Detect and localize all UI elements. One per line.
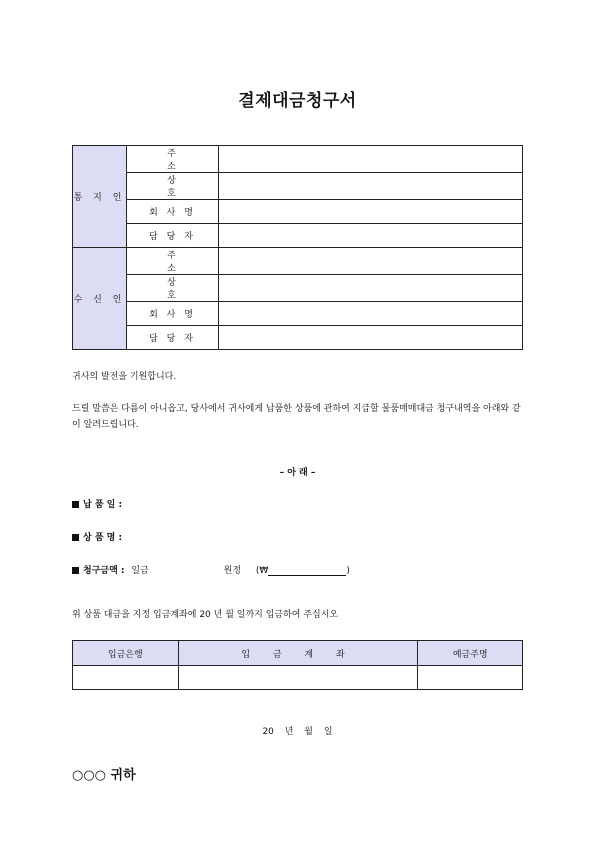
receiver-person-label: 담 당 자 xyxy=(127,326,219,350)
receiver-address-value[interactable] xyxy=(219,248,523,275)
table-row xyxy=(73,224,523,248)
table-header-row xyxy=(73,641,523,666)
sender-address-label: 주 소 xyxy=(127,146,219,173)
bullet-square-icon xyxy=(72,501,79,508)
sender-person-value[interactable] xyxy=(219,224,523,248)
product-name-label: 상 품 명 : xyxy=(83,533,123,543)
sender-address-value[interactable] xyxy=(219,146,523,173)
table-row xyxy=(73,248,523,275)
message-text: 드릴 말씀은 다름이 아니옵고, 당사에서 귀사에게 납품한 상품에 관하여 지급할 물품매매대금 청구내역을 아래와 같이 알려드립니다. xyxy=(72,404,521,430)
amount-item xyxy=(72,563,350,576)
bank-value[interactable] xyxy=(73,666,179,690)
delivery-date-item xyxy=(72,497,122,510)
col-bank-header: 입금은행 xyxy=(73,641,179,666)
greeting-text: 귀사의 발전을 기원합니다. xyxy=(72,372,177,382)
sender-company-name-value[interactable] xyxy=(219,200,523,224)
account-value[interactable] xyxy=(178,666,418,690)
holder-value[interactable] xyxy=(418,666,523,690)
delivery-date-label: 납 품 일 : xyxy=(83,500,123,510)
receiver-address-label: 주 소 xyxy=(127,248,219,275)
receiver-label: 수 신 인 xyxy=(73,248,127,350)
document-title: 결제대금청구서 xyxy=(238,91,357,111)
receiver-company-name-label: 회 사 명 xyxy=(127,302,219,326)
receiver-trade-name-value[interactable] xyxy=(219,275,523,302)
table-row xyxy=(73,146,523,173)
amount-prefix: 일금 xyxy=(131,566,149,576)
table-row xyxy=(73,275,523,302)
col-account-header: 입 금 계 좌 xyxy=(178,641,418,666)
sender-company-name-label: 회 사 명 xyxy=(127,200,219,224)
product-name-item xyxy=(72,530,122,543)
sender-label: 통 지 인 xyxy=(73,146,127,248)
receiver-company-name-value[interactable] xyxy=(219,302,523,326)
date-line: 20 년 월 일 xyxy=(262,727,333,737)
parties-table xyxy=(72,145,523,350)
receiver-person-value[interactable] xyxy=(219,326,523,350)
receiver-trade-name-label: 상 호 xyxy=(127,275,219,302)
amount-label: 청구금액 : xyxy=(83,566,125,576)
amount-currency-open: (₩ xyxy=(255,566,269,576)
table-row xyxy=(73,200,523,224)
table-row xyxy=(73,302,523,326)
addressee: ○○○ 귀하 xyxy=(72,768,136,783)
payment-instruction: 위 상품 대금을 지정 입금계좌에 20 년 월 일까지 입금하여 주십시오 xyxy=(72,610,339,620)
bank-table xyxy=(72,640,523,690)
bullet-square-icon xyxy=(72,534,79,541)
amount-suffix: 원정 xyxy=(223,566,242,576)
amount-currency-close: ) xyxy=(346,566,350,576)
sender-person-label: 담 당 자 xyxy=(127,224,219,248)
table-row xyxy=(73,173,523,200)
col-holder-header: 예금주명 xyxy=(418,641,523,666)
sender-trade-name-value[interactable] xyxy=(219,173,523,200)
notice-heading: – 아 래 – xyxy=(279,468,316,478)
table-row xyxy=(73,326,523,350)
table-row xyxy=(73,666,523,690)
bullet-square-icon xyxy=(72,567,79,574)
sender-trade-name-label: 상 호 xyxy=(127,173,219,200)
amount-input-line[interactable] xyxy=(268,566,346,576)
